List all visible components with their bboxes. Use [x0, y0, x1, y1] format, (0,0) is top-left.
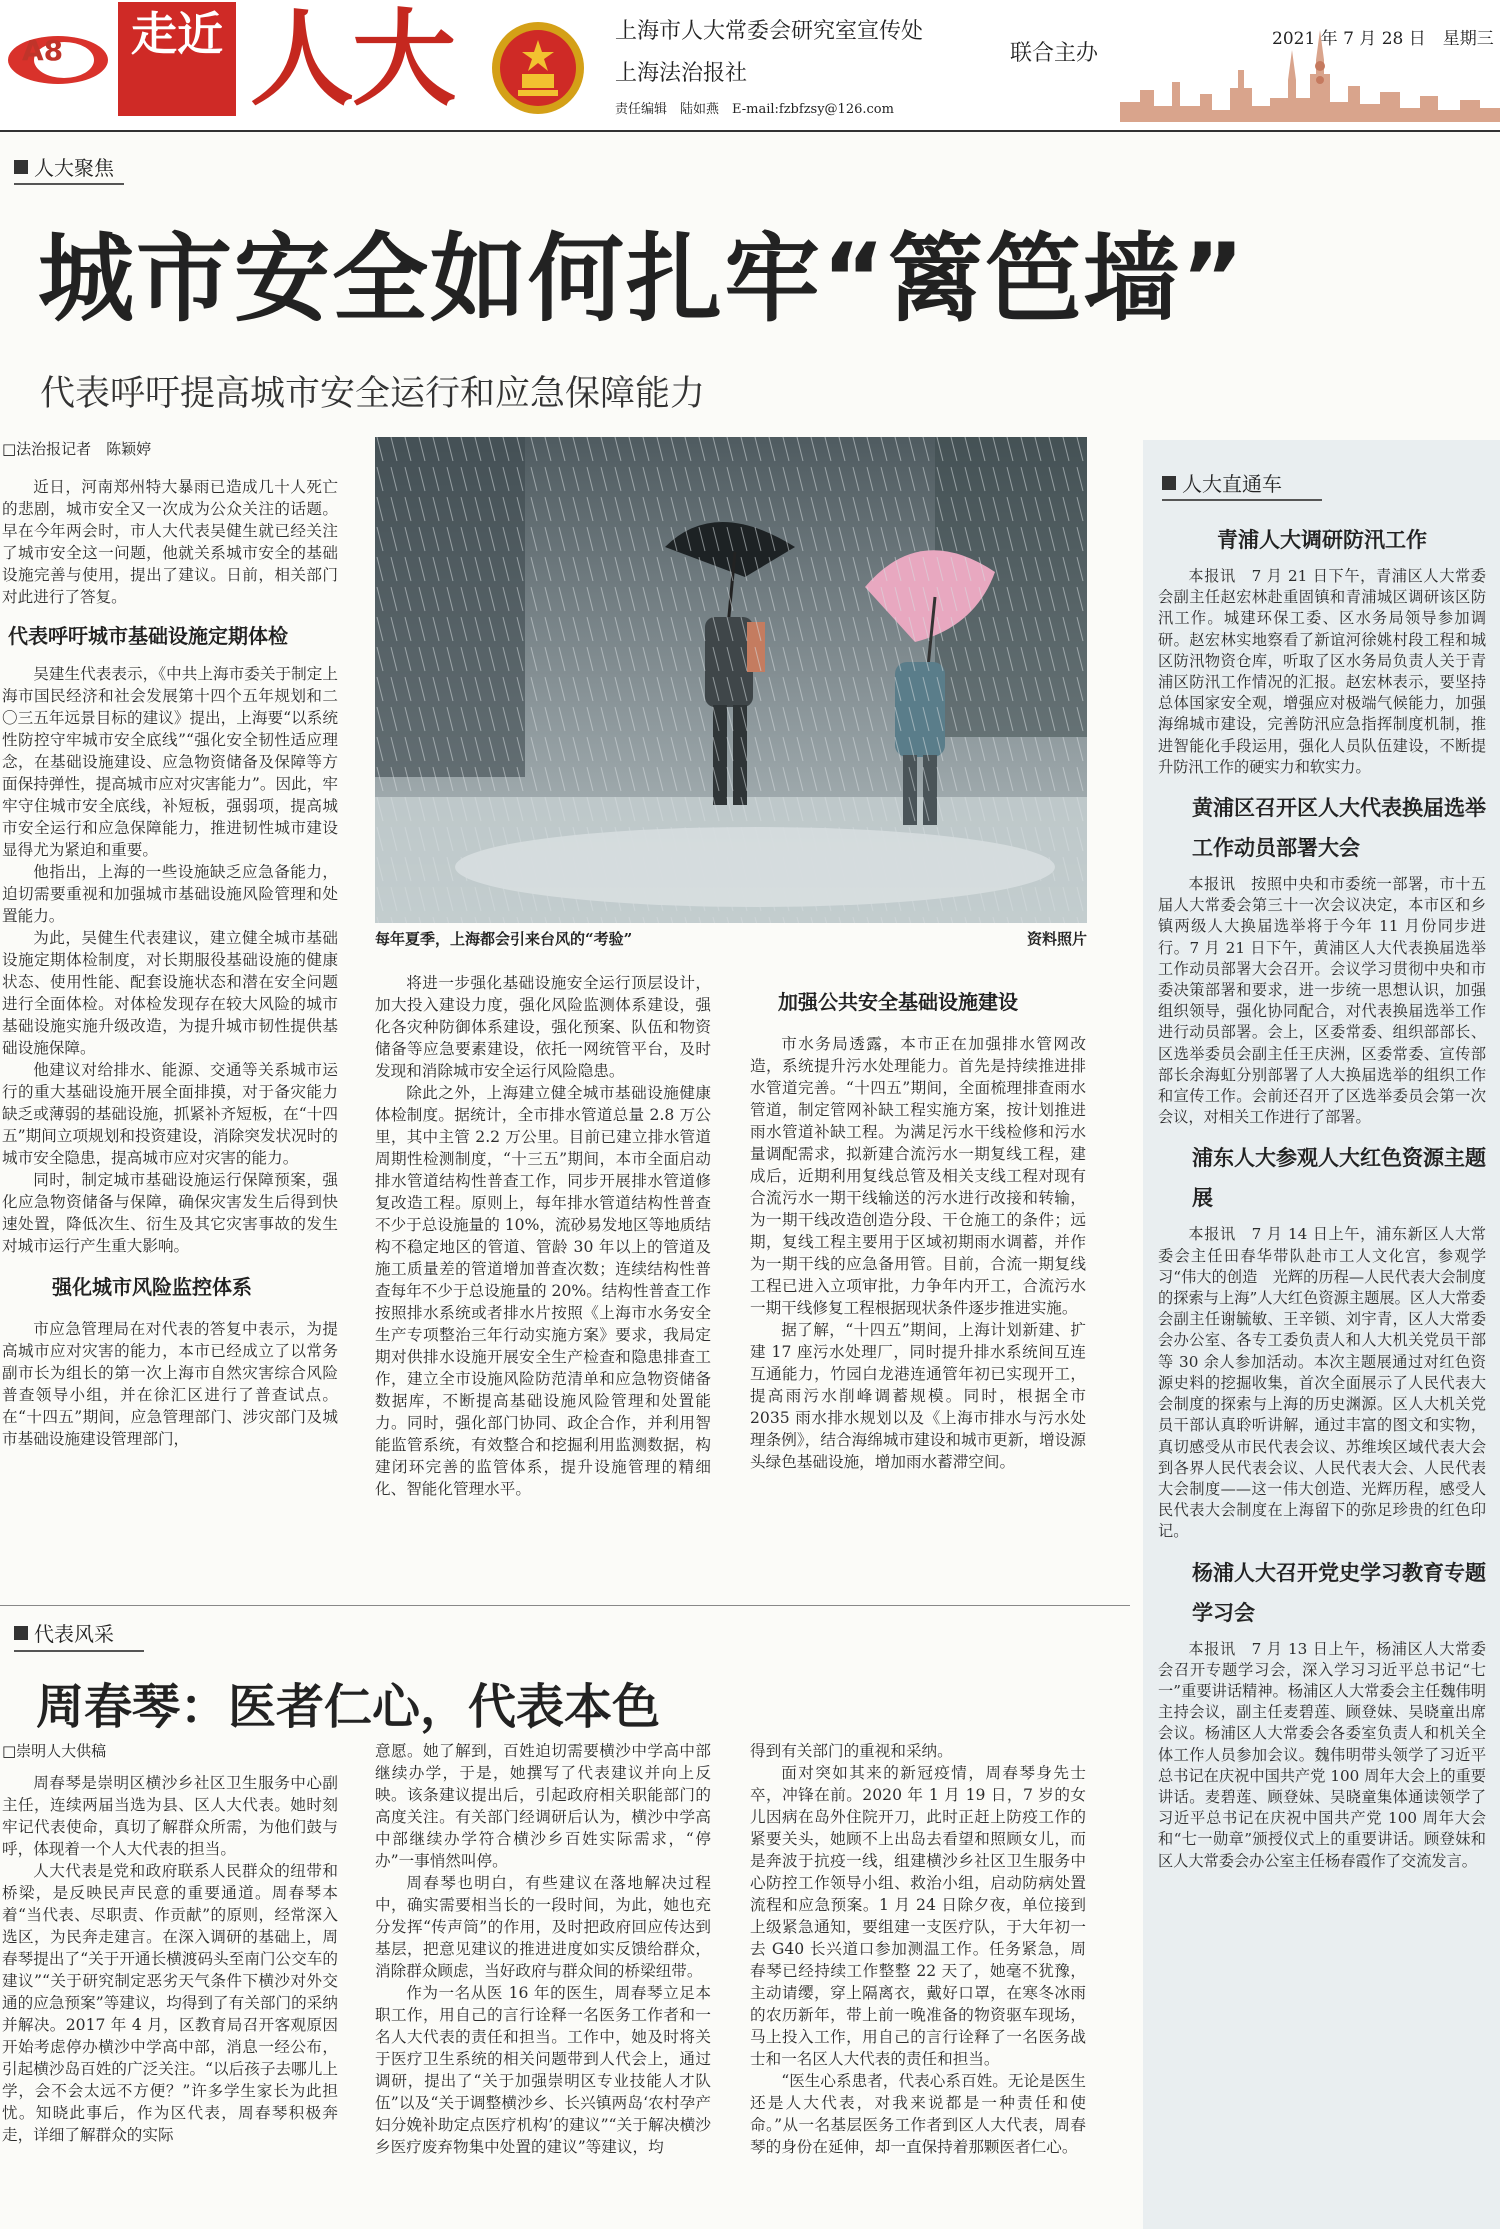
- column-word: 走近: [118, 2, 236, 116]
- intro-paragraph: 近日，河南郑州特大暴雨已造成几十人死亡的悲剧，城市安全又一次成为公众关注的话题。早在今年两会时，市人大代表吴健生就已经关注了城市安全这一问题，他就关系城市安全的基础设施完善与使用，提出了建议。日前，相关部门对此进行了答复。: [2, 478, 338, 606]
- column-title: 人大: [250, 0, 455, 120]
- section-divider: [0, 1605, 1130, 1606]
- sidebar-item-body: 本报讯 按照中央和市委统一部署，市十五届人大常委会第三十一次会议决定，本市区和乡镇两级人大换届选举将于今年 11 月份同步进行。7 月 21 日下午，黄浦区人大代表换届选举工作动员部署大会召开。会议学习贯彻中央和市委决策部署和要求，进一步统一思想认识，加强组织领导，强化协同配合，对代表换届选举工作进行动员部署。会上，区委常委、组织部部长、区选举委员会副主任王庆洲，区委常委、宣传部部长余海虹分别部署了人大换届选举的组织工作和宣传工作。会前还召开了区选举委员会第一次会议，对相关工作进行了部署。: [1158, 875, 1486, 1127]
- section-underline: [14, 1650, 144, 1652]
- main-column-3: [750, 986, 1086, 1596]
- host-line-1: 上海市人大常委会研究室宣传处: [615, 19, 924, 44]
- paragraph: 为此，吴健生代表建议，建立健全城市基础设施定期体检制度，对长期服役基础设施的健康状态、使用性能、配套设施状态和潜在安全问题进行全面体检。对体检发现存在较大风险的城市基础设施实施升级改造，为提升城市韧性提供基础设施保障。: [2, 929, 338, 1057]
- paragraph: 除此之外，上海建立健全城市基础设施健康体检制度。据统计，全市排水管道总量 2.8 万公里，其中主管 2.2 万公里。目前已建立排水管道周期性检测制度，“十三五”期间，本市全面启动排水管道结构性普查工作，同步开展排水管道修复改造工程。原则上，每年排水管道结构性普查不少于总设施量的 10%，流砂易发地区等地质结构不稳定地区的管道、管龄 30 年以上的管道及施工质量差的管道增加普查次数；连续结构性普查每年不少于总设施量的 20%。结构性普查工作按照排水系统或者排水片按照《上海市水务安全生产专项整治三年行动实施方案》要求，我局定期对供排水设施开展安全生产检查和隐患排查工作，建立全市设施风险防范清单和应急物资储备数据库，不断提高基础设施风险管理和处置能力。同时，强化部门协同、政企合作，并利用智能监管系统，有效整合和挖掘利用监测数据，构建闭环完善的监管体系，提升设施管理的精细化、智能化管理水平。: [375, 1084, 711, 1498]
- main-byline: □法治报记者 陈颖婷: [2, 440, 152, 458]
- photo-caption: 每年夏季，上海都会引来台风的“考验”: [375, 930, 633, 948]
- rep-headline: 周春琴：医者仁心，代表本色: [36, 1679, 661, 1735]
- sidebar-news-list: [1158, 520, 1486, 2220]
- paragraph: 吴建生代表表示，《中共上海市委关于制定上海市国民经济和社会发展第十四个五年规划和二〇三五年远景目标的建议》提出，上海要“以系统性防控守牢城市安全底线”“强化安全韧性适应理念，在基础设施建设、应急物资储备及保障等方面保持弹性，提高城市应对灾害能力”。因此，牢牢守住城市安全底线，补短板，强弱项，提高城市安全运行和应急保障能力，推进韧性城市建设显得尤为紧迫和重要。: [2, 665, 338, 859]
- sidebar-item: [1158, 788, 1486, 1128]
- paragraph: 据了解，“十四五”期间，上海计划新建、扩建 17 座污水处理厂，同时提升排水系统间互连互通能力，竹园白龙港连通管年初已实现开工，提高雨污水削峰调蓄规模。同时，根据全市 2035 雨水排水规划以及《上海市排水与污水处理条例》，结合海绵城市建设和城市更新，增设源头绿色基础设施，增加雨水蓄滞空间。: [750, 1321, 1086, 1471]
- section-underline: [14, 183, 124, 185]
- section-tag-label: 人大聚焦: [34, 156, 114, 180]
- cohost-label: 联合主办: [1010, 41, 1099, 66]
- paragraph: “医生心系患者，代表心系百姓。无论是医生还是人大代表，对我来说都是一种责任和使命。”从一名基层医务工作者到区人大代表，周春琴的身份在延伸，却一直保持着那颗医者仁心。: [750, 2072, 1086, 2156]
- section-tag-direct: [1162, 468, 1282, 497]
- sidebar-item: [1158, 1138, 1486, 1542]
- rep-byline: □崇明人大供稿: [2, 1742, 107, 1760]
- paragraph: 作为一名从医 16 年的医生，周春琴立足本职工作，用自己的言行诠释一名医务工作者和一名人大代表的责任和担当。工作中，她及时将关于医疗卫生系统的相关问题带到人代会上，通过调研，提出了“关于加强崇明区专业技能人才队伍”以及“关于调整横沙乡、长兴镇两岛‘农村孕产妇分娩补助定点医疗机构’的建议”“关于解决横沙乡医疗废弃物集中处置的建议”等建议，均: [375, 1984, 711, 2156]
- sidebar-item-title: 杨浦人大召开党史学习教育专题学习会: [1192, 1560, 1486, 1625]
- section-square-icon: [14, 1626, 28, 1640]
- section-underline: [1162, 499, 1322, 501]
- rep-column-1: [2, 1772, 338, 2222]
- sidebar-item: [1158, 520, 1486, 778]
- section-tag-label: 代表风采: [34, 1622, 114, 1646]
- main-headline: 城市安全如何扎牢“篱笆墙”: [38, 223, 1247, 335]
- paragraph: 将进一步强化基础设施安全运行顶层设计，加大投入建设力度，强化风险监测体系建设，强化各灾种防御体系建设，强化预案、队伍和物资储备等应急要素建设，依托一网统管平台，及时发现和消除城市安全运行风险隐患。: [375, 974, 711, 1080]
- paragraph: 他指出，上海的一些设施缺乏应急备能力，迫切需要重视和加强城市基础设施风险管理和处置能力。: [2, 863, 338, 925]
- section-square-icon: [1162, 476, 1176, 490]
- paragraph: 市水务局透露，本市正在加强排水管网改造，系统提升污水处理能力。首先是持续推进排水管道完善。“十四五”期间，全面梳理排查雨水管道，制定管网补缺工程实施方案，按计划推进雨水管道补缺工程。为满足污水干线检修和污水量调配需求，拟新建合流污水一期复线工程，建成后，近期利用复线总管及相关支线工程对现有合流污水一期干线输送的污水进行改接和转输，为一期干线改造创造分段、干仓施工的条件；远期，复线工程主要用于区域初期雨水调蓄，并作为一期干线的应急备用管。目前，合流一期复线工程已进入立项审批，力争年内开工，合流污水一期干线修复工程根据现状条件逐步推进实施。: [750, 1035, 1086, 1317]
- paragraph: 意愿。她了解到，百姓迫切需要横沙中学高中部继续办学，于是，她撰写了代表建议并向上反映。该条建议提出后，引起政府相关职能部门的高度关注。有关部门经调研后认为，横沙中学高中部继续办学符合横沙乡百姓实际需求，“停办”一事悄然叫停。: [375, 1742, 711, 1870]
- rain-photo: [375, 437, 1087, 923]
- sidebar-item-body: 本报讯 7 月 13 日上午，杨浦区人大常委会召开专题学习会，深入学习习近平总书记“七一”重要讲话精神。杨浦区人大常委会主任魏伟明主持会议，副主任麦碧莲、顾登妹、吴晓童出席会议。杨浦区人大常委会各委室负责人和机关全体工作人员参加会议。魏伟明带头领学了习近平总书记在庆祝中国共产党 100 周年大会上的重要讲话。麦碧莲、顾登妹、吴晓童集体通读领学了习近平总书记在庆祝中国共产党 100 周年大会和“七一勋章”颁授仪式上的重要讲话。顾登妹和区人大常委会办公室主任杨春霞作了交流发言。: [1158, 1639, 1486, 1870]
- host-line-2: 上海法治报社: [615, 61, 748, 86]
- subhead-checkup: 代表呼吁城市基础设施定期体检: [8, 624, 288, 648]
- paragraph: 周春琴也明白，有些建议在落地解决过程中，确实需要相当长的一段时间，为此，她也充分发挥“传声筒”的作用，及时把政府回应传达到基层，把意见建议的推进进度如实反馈给群众，消除群众顾虑，当好政府与群众间的桥梁纽带。: [375, 1874, 711, 1980]
- sidebar-item: [1158, 1553, 1486, 1872]
- national-emblem-icon: [488, 18, 588, 118]
- paragraph: 人大代表是党和政府联系人民群众的纽带和桥梁，是反映民声民意的重要通道。周春琴本着“当代表、尽职责、作贡献”的原则，经常深入选区，为民奔走建言。在深入调研的基础上，周春琴提出了“关于开通长横渡码头至南门公交车的建议”“关于研究制定恶劣天气条件下横沙对外交通的应急预案”等建议，均得到了有关部门的采纳并解决。2017 年 4 月，区教育局召开客观原因开始考虑停办横沙中学高中部，消息一经公布，引起横沙岛百姓的广泛关注。“以后孩子去哪儿上学，会不会太远不方便？”许多学生家长为此担忧。知晓此事后，作为区代表，周春琴积极奔走，详细了解群众的实际: [2, 1862, 338, 2144]
- main-column-1: [2, 476, 338, 1601]
- paragraph: 面对突如其来的新冠疫情，周春琴身先士卒，冲锋在前。2020 年 1 月 19 日，7 岁的女儿因病在岛外住院开刀，此时正赶上防疫工作的紧要关头，她顾不上出岛去看望和照顾女儿，而是奔波于抗疫一线，组建横沙乡社区卫生服务中心防控工作领导小组、救治小组，启动防病处置流程和应急预案。1 月 24 日除夕夜，单位接到上级紧急通知，要组建一支医疗队，于大年初一去 G40 长兴道口参加测温工作。任务紧急，周春琴已经持续工作整整 22 天了，她毫不犹豫，主动请缨，穿上隔离衣，戴好口罩，在寒冬冰雨的农历新年，带上前一晚准备的物资驱车现场，马上投入工作，用自己的言行诠释了一名医务战士和一名区人大代表的责任和担当。: [750, 1764, 1086, 2068]
- section-square-icon: [14, 160, 28, 174]
- photo-credit: 资料照片: [1026, 930, 1087, 948]
- sidebar-item-title: 青浦人大调研防汛工作: [1217, 528, 1427, 552]
- page-number: A8: [22, 34, 64, 67]
- issue-date: 2021 年 7 月 28 日 星期三: [1272, 29, 1494, 49]
- sidebar-item-body: 本报讯 7 月 21 日下午，青浦区人大常委会副主任赵宏林赴重固镇和青浦城区调研该区防汛工作。城建环保工委、区水务局领导参加调研。赵宏林实地察看了新谊河徐姚村段工程和城区防汛物资仓库，听取了区水务局负责人关于青浦区防汛工作情况的汇报。赵宏林表示，要坚持总体国家安全观，增强应对极端气候能力，加强海绵城市建设，完善防汛应急指挥制度机制，推进智能化手段运用，强化人员队伍建设，不断提升防汛工作的硬实力和软实力。: [1158, 567, 1486, 776]
- paragraph: 市应急管理局在对代表的答复中表示，为提高城市应对灾害的能力，本市已经成立了以常务副市长为组长的第一次上海市自然灾害综合风险普查领导小组，并在徐汇区进行了普查试点。在“十四五”期间，应急管理部门、涉灾部门及城市基础设施建设管理部门，: [2, 1320, 338, 1448]
- photo-caption-row: [375, 928, 1087, 949]
- section-tag-rep: [14, 1618, 114, 1647]
- section-tag-focus: [14, 152, 114, 181]
- editor-line: 责任编辑 陆如燕 E-mail:fzbfzsy@126.com: [615, 102, 894, 117]
- main-column-2: [375, 972, 711, 1597]
- sidebar-item-title: 黄浦区召开区人大代表换届选举工作动员部署大会: [1192, 796, 1486, 861]
- masthead: [0, 0, 1500, 132]
- sidebar-item-title: 浦东人大参观人大红色资源主题展: [1192, 1146, 1486, 1211]
- subhead-infrastructure: 加强公共安全基础设施建设: [778, 990, 1018, 1014]
- rep-column-3: [750, 1740, 1086, 2222]
- paragraph: 周春琴是崇明区横沙乡社区卫生服务中心副主任，连续两届当选为县、区人大代表。她时刻牢记代表使命，真切了解群众所需，为他们鼓与呼，体现着一个人大代表的担当。: [2, 1774, 338, 1858]
- subhead-monitoring: 强化城市风险监控体系: [52, 1275, 252, 1299]
- rainy-street-image: [375, 437, 1087, 923]
- paragraph: 得到有关部门的重视和采纳。: [750, 1742, 953, 1760]
- main-subheadline: 代表呼吁提高城市安全运行和应急保障能力: [40, 374, 706, 414]
- paragraph: 同时，制定城市基础设施运行保障预案，强化应急物资储备与保障，确保灾害发生后得到快速处置，降低次生、衍生及其它灾害事故的发生对城市运行产生重大影响。: [2, 1171, 338, 1255]
- sidebar-item-body: 本报讯 7 月 14 日上午，浦东新区人大常委会主任田春华带队赴市工人文化宫，参观学习“伟大的创造 光辉的历程—人民代表大会制度的探索与上海”人大红色资源主题展。区人大常委会副主任谢毓敏、王辛锁、刘宇青，区人大常委会办公室、各专工委负责人和人大机关党员干部等 30 余人参加活动。本次主题展通过对红色资源史料的挖掘收集，首次全面展示了人民代表大会制度的探索与上海的历史渊源。区人大机关党员干部认真聆听讲解，通过丰富的图文和实物，真切感受从市民代表会议、苏维埃区域代表大会到各界人民代表会议、人民代表大会、人民代表大会制度——这一伟大创造、光辉历程，感受人民代表大会制度在上海留下的弥足珍贵的红色印记。: [1158, 1225, 1486, 1541]
- paragraph: 他建议对给排水、能源、交通等关系城市运行的重大基础设施开展全面排摸，对于备灾能力缺乏或薄弱的基础设施，抓紧补齐短板，在“十四五”期间立项规划和投资建设，消除突发状况时的城市安全隐患，提高城市应对灾害的能力。: [2, 1061, 338, 1167]
- section-tag-label: 人大直通车: [1182, 472, 1282, 496]
- rep-column-2: [375, 1740, 711, 2222]
